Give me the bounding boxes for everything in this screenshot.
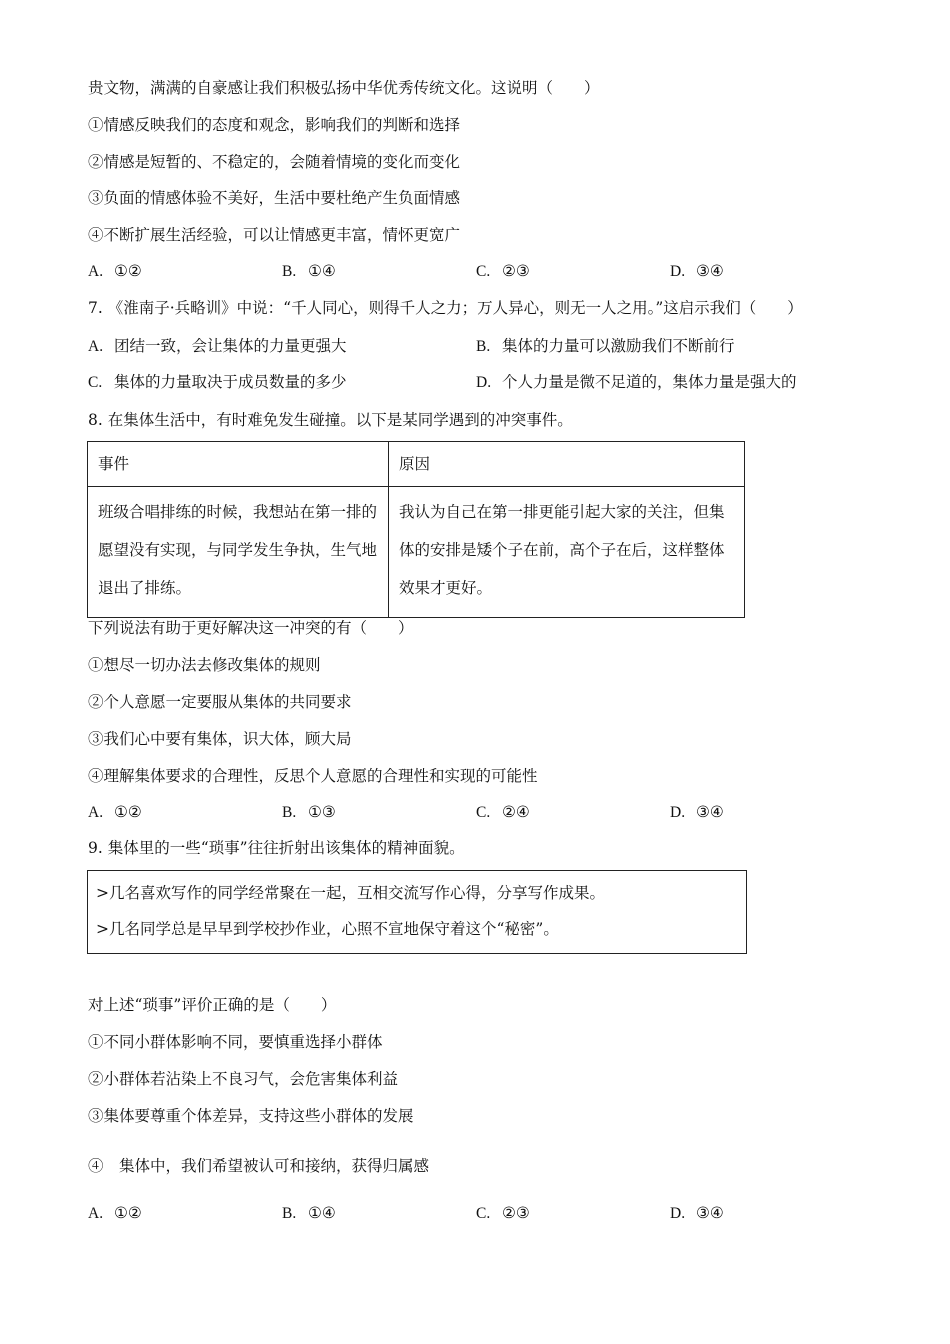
- q6-statement-4: ④不断扩展生活经验，可以让情感更丰富，情怀更宽广: [88, 226, 461, 244]
- q6-option-d: D. ③④: [670, 262, 724, 280]
- q6-option-a: A. ①②: [88, 262, 142, 280]
- q7-option-d: D. 个人力量是微不足道的，集体力量是强大的: [476, 373, 797, 391]
- q6-statement-2: ②情感是短暂的、不稳定的，会随着情境的变化而变化: [88, 153, 461, 171]
- q6-stem-continued: 贵文物，满满的自豪感让我们积极弘扬中华优秀传统文化。这说明（ ）: [88, 79, 600, 97]
- q7-option-a: A. 团结一致，会让集体的力量更强大: [88, 337, 347, 355]
- q9-scenario-box: [87, 870, 747, 954]
- q7-option-b: B. 集体的力量可以激励我们不断前行: [476, 337, 735, 355]
- q8-statement-2: ②个人意愿一定要服从集体的共同要求: [88, 693, 352, 711]
- conflict-table: [87, 441, 745, 618]
- q9-scenario-2: >几名同学总是早早到学校抄作业，心照不宣地保守着这个“秘密”。: [96, 920, 559, 938]
- q6-option-c: C. ②③: [476, 262, 530, 280]
- q7-stem: 7. 《淮南子·兵略训》中说：“千人同心，则得千人之力；万人异心，则无一人之用。”这启示我们（ ）: [88, 299, 803, 317]
- q8-statement-4: ④理解集体要求的合理性，反思个人意愿的合理性和实现的可能性: [88, 767, 538, 785]
- q9-statement-2: ②小群体若沾染上不良习气，会危害集体利益: [88, 1070, 399, 1088]
- q6-statement-3: ③负面的情感体验不美好，生活中要杜绝产生负面情感: [88, 189, 461, 207]
- q7-option-c: C. 集体的力量取决于成员数量的多少: [88, 373, 347, 391]
- q8-statement-3: ③我们心中要有集体，识大体，顾大局: [88, 730, 352, 748]
- q9-option-a: A. ①②: [88, 1204, 142, 1222]
- q8-option-a: A. ①②: [88, 803, 142, 821]
- q9-statement-1: ①不同小群体影响不同，要慎重选择小群体: [88, 1033, 383, 1051]
- q9-stem: 9. 集体里的一些“琐事”往往折射出该集体的精神面貌。: [88, 839, 465, 857]
- q9-scenario-1: >几名喜欢写作的同学经常聚在一起，互相交流写作心得，分享写作成果。: [96, 884, 605, 902]
- q9-question: 对上述“琐事”评价正确的是（ ）: [88, 996, 337, 1014]
- q8-question: 下列说法有助于更好解决这一冲突的有（ ）: [88, 619, 414, 637]
- q9-option-d: D. ③④: [670, 1204, 724, 1222]
- q8-option-d: D. ③④: [670, 803, 724, 821]
- q9-statement-3: ③集体要尊重个体差异，支持这些小群体的发展: [88, 1107, 414, 1125]
- q8-stem: 8. 在集体生活中，有时难免发生碰撞。以下是某同学遇到的冲突事件。: [88, 411, 573, 429]
- table-cell-event: 班级合唱排练的时候，我想站在第一排的愿望没有实现，与同学发生争执，生气地退出了排练。: [88, 487, 389, 618]
- table-cell-reason: 我认为自己在第一排更能引起大家的关注，但集体的安排是矮个子在前，高个子在后，这样整体效果才更好。: [389, 487, 745, 618]
- q9-option-c: C. ②③: [476, 1204, 530, 1222]
- q6-statement-1: ①情感反映我们的态度和观念，影响我们的判断和选择: [88, 116, 461, 134]
- q9-option-b: B. ①④: [282, 1204, 336, 1222]
- table-header-reason: 原因: [389, 442, 745, 487]
- q8-statement-1: ①想尽一切办法去修改集体的规则: [88, 656, 321, 674]
- q8-option-b: B. ①③: [282, 803, 336, 821]
- q8-option-c: C. ②④: [476, 803, 530, 821]
- q9-statement-4: ④ 集体中，我们希望被认可和接纳，获得归属感: [88, 1157, 430, 1175]
- table-header-event: 事件: [88, 442, 389, 487]
- q6-option-b: B. ①④: [282, 262, 336, 280]
